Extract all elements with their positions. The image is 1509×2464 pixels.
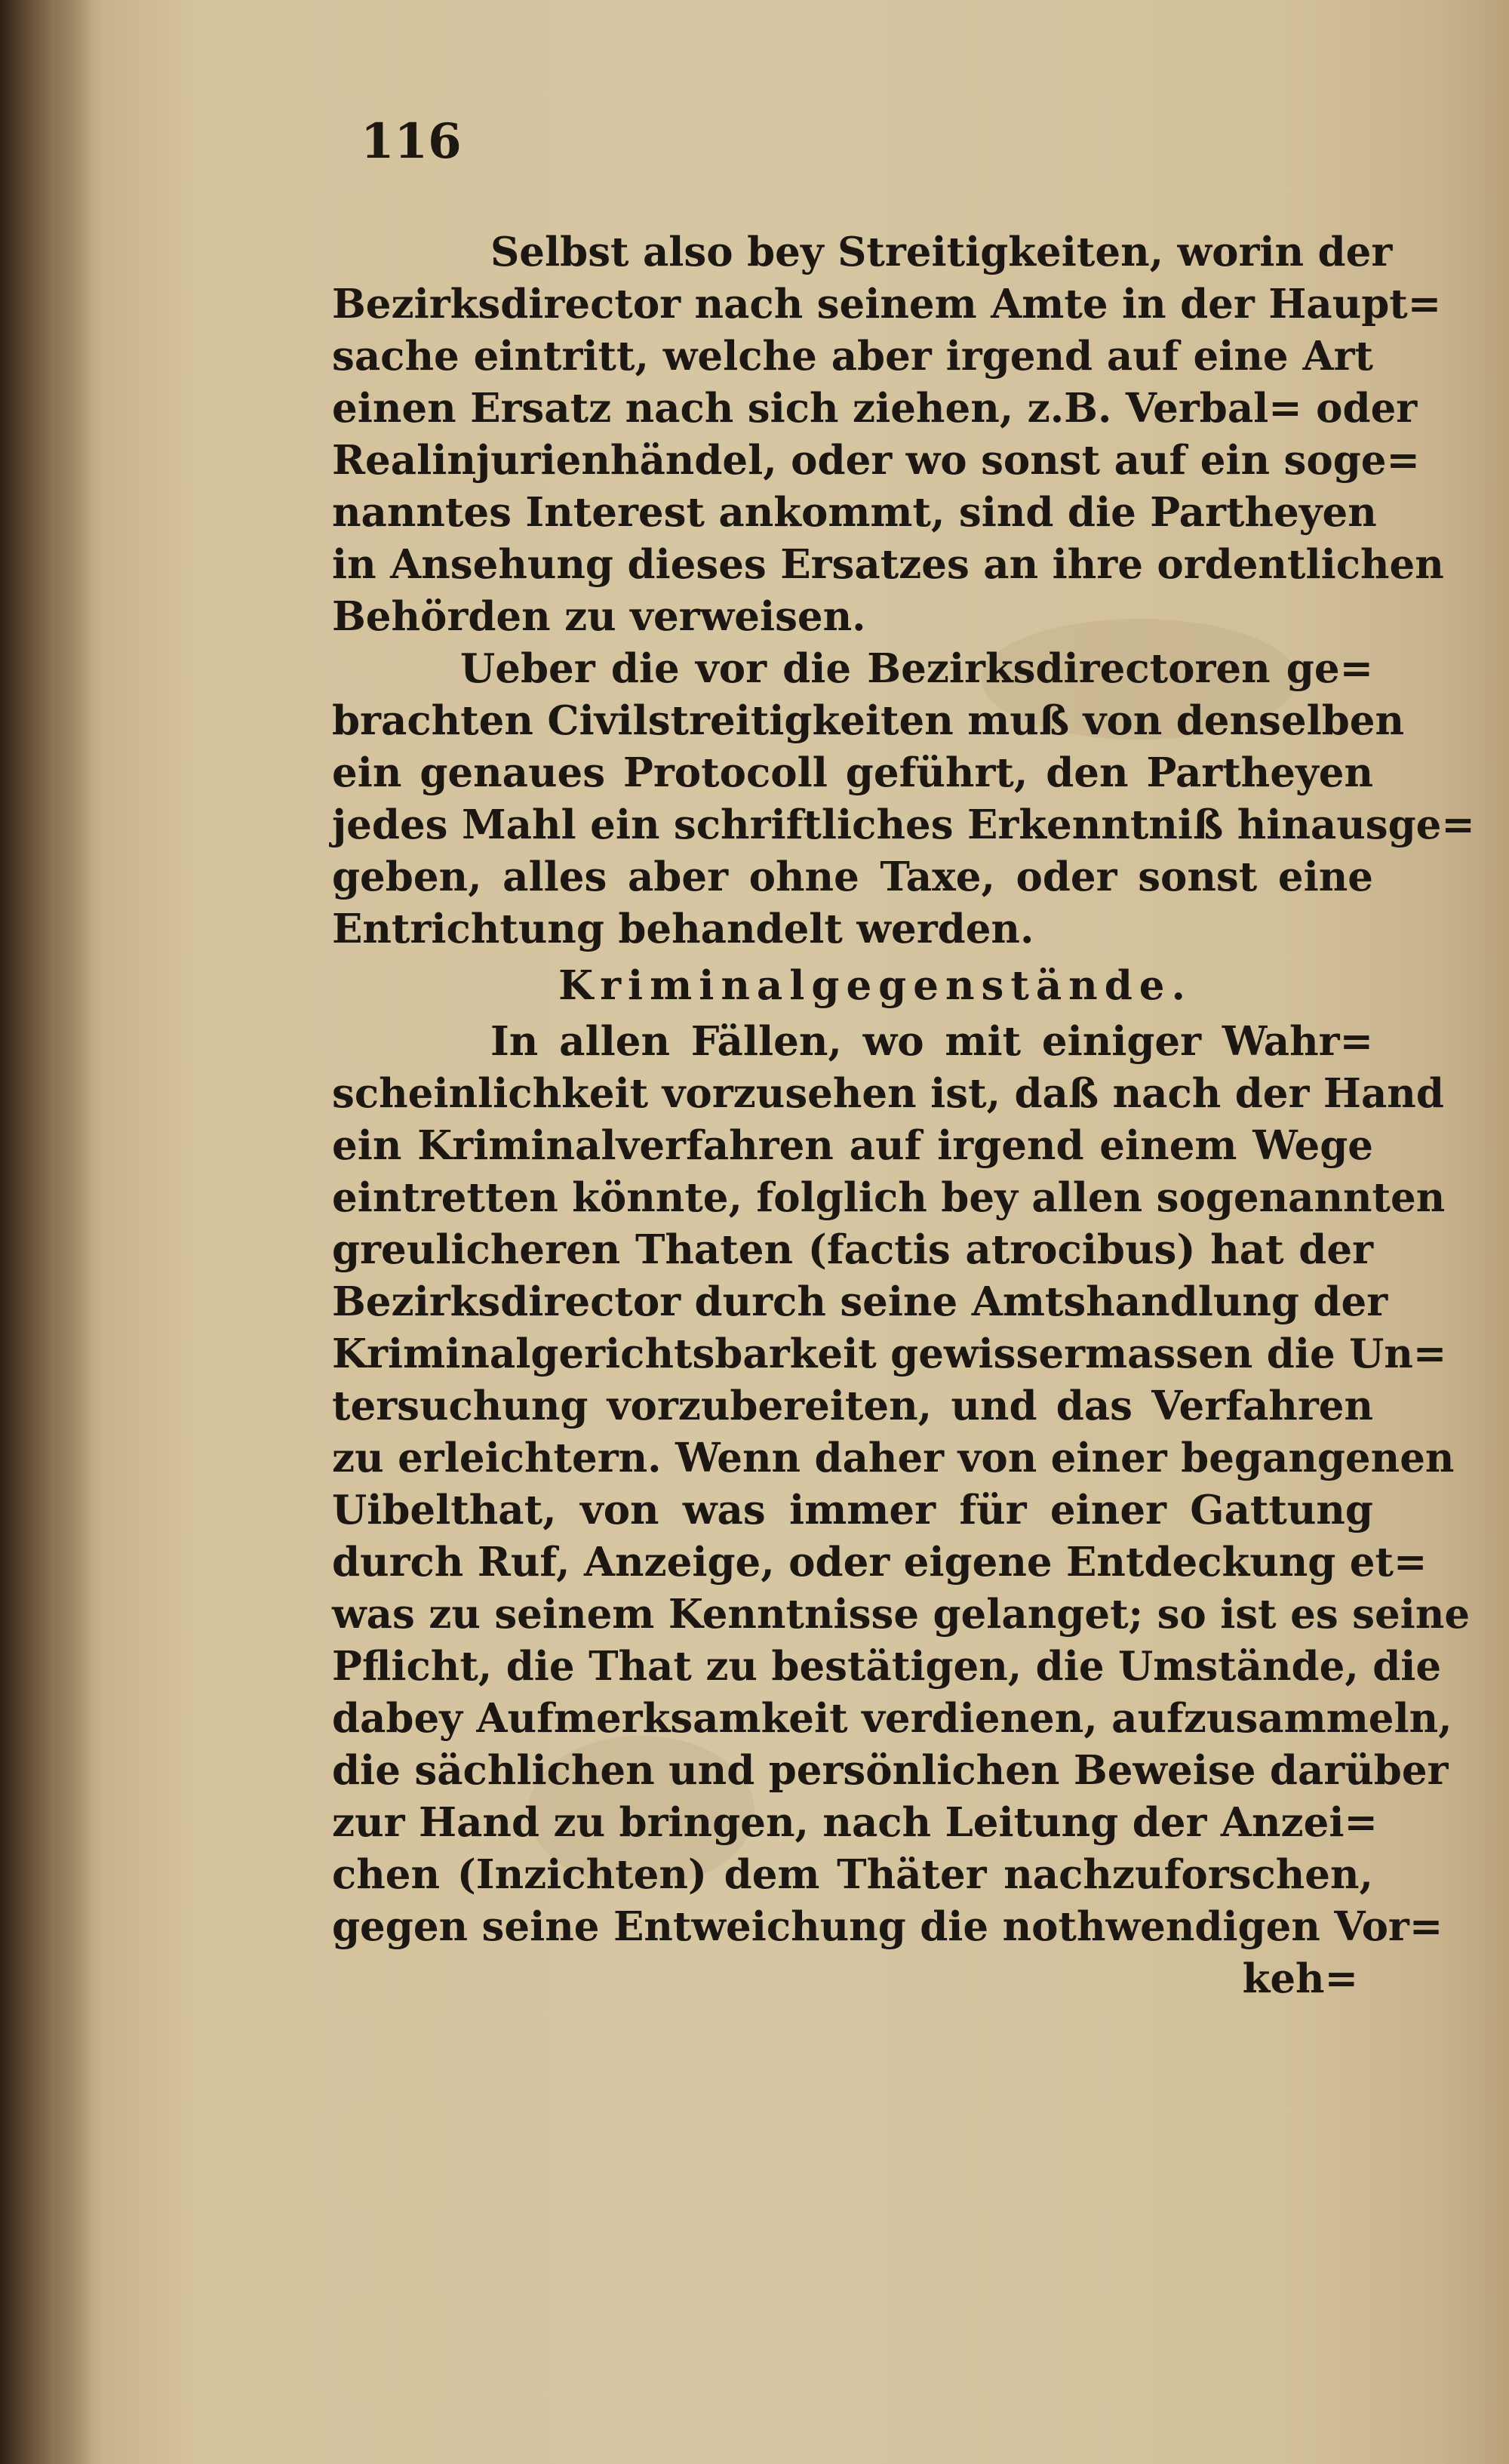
text-line: Selbst also bey Streitigkeiten, worin der bbox=[490, 229, 1393, 275]
catchword: keh= bbox=[1242, 1955, 1358, 2002]
text-line: brachten Civilstreitigkeiten muß von denselben bbox=[332, 697, 1405, 744]
paragraph-1 bbox=[332, 226, 1444, 643]
text-line: Kriminalgerichtsbarkeit gewissermassen die Un= bbox=[332, 1330, 1447, 1377]
book-spine-shadow bbox=[0, 0, 91, 2464]
text-line: tersuchung vorzubereiten, und das Verfahren bbox=[332, 1383, 1373, 1429]
page-text bbox=[332, 226, 1475, 2005]
text-line: scheinlichkeit vorzusehen ist, daß nach der Hand bbox=[332, 1070, 1444, 1117]
text-line: Bezirksdirector nach seinem Amte in der Haupt= bbox=[332, 281, 1442, 328]
text-line: durch Ruf, Anzeige, oder eigene Entdeckung et= bbox=[332, 1539, 1428, 1586]
text-line: die sächlichen und persönlichen Beweise darüber bbox=[332, 1747, 1449, 1794]
text-line: nanntes Interest ankommt, sind die Partheyen bbox=[332, 489, 1377, 536]
text-line: jedes Mahl ein schriftliches Erkenntniß hinausge= bbox=[332, 801, 1475, 848]
text-line: einen Ersatz nach sich ziehen, z.B. Verbal= oder bbox=[332, 385, 1418, 432]
text-line: chen (Inzichten) dem Thäter nachzuforschen, bbox=[332, 1851, 1373, 1898]
paragraph-3 bbox=[332, 1016, 1471, 1953]
text-line: eintretten könnte, folglich bey allen sogenannten bbox=[332, 1174, 1446, 1221]
text-line: Entrichtung behandelt werden. bbox=[332, 906, 1034, 952]
text-line: gegen seine Entweichung die nothwendigen Vor= bbox=[332, 1903, 1443, 1950]
text-line: in Ansehung dieses Ersatzes an ihre ordentlichen bbox=[332, 541, 1444, 588]
text-line: greulicheren Thaten (factis atrocibus) hat der bbox=[332, 1226, 1373, 1273]
text-line: Uibelthat, von was immer für einer Gattung bbox=[332, 1487, 1373, 1533]
text-line: Ueber die vor die Bezirksdirectoren ge= bbox=[460, 645, 1373, 692]
text-line: geben, alles aber ohne Taxe, oder sonst eine bbox=[332, 854, 1373, 900]
page-number: 116 bbox=[361, 113, 462, 170]
text-line: Behörden zu verweisen. bbox=[332, 593, 866, 640]
paragraph-2 bbox=[332, 643, 1475, 955]
text-line: ein Kriminalverfahren auf irgend einem Wege bbox=[332, 1122, 1373, 1169]
section-heading: Kriminalgegenstände. bbox=[558, 962, 1192, 1009]
text-line: sache eintritt, welche aber irgend auf eine Art bbox=[332, 333, 1373, 380]
text-line: Bezirksdirector durch seine Amtshandlung der bbox=[332, 1278, 1388, 1325]
text-line: dabey Aufmerksamkeit verdienen, aufzusammeln, bbox=[332, 1695, 1452, 1742]
text-line: was zu seinem Kenntnisse gelanget; so ist es seine bbox=[332, 1591, 1471, 1638]
text-line: In allen Fällen, wo mit einiger Wahr= bbox=[490, 1018, 1373, 1065]
text-line: zu erleichtern. Wenn daher von einer begangenen bbox=[332, 1435, 1455, 1481]
text-line: zur Hand zu bringen, nach Leitung der Anzei= bbox=[332, 1799, 1378, 1846]
text-line: Realinjurienhändel, oder wo sonst auf ein soge= bbox=[332, 437, 1420, 484]
text-line: ein genaues Protocoll geführt, den Partheyen bbox=[332, 749, 1373, 796]
text-line: Pflicht, die That zu bestätigen, die Umstände, die bbox=[332, 1643, 1442, 1690]
